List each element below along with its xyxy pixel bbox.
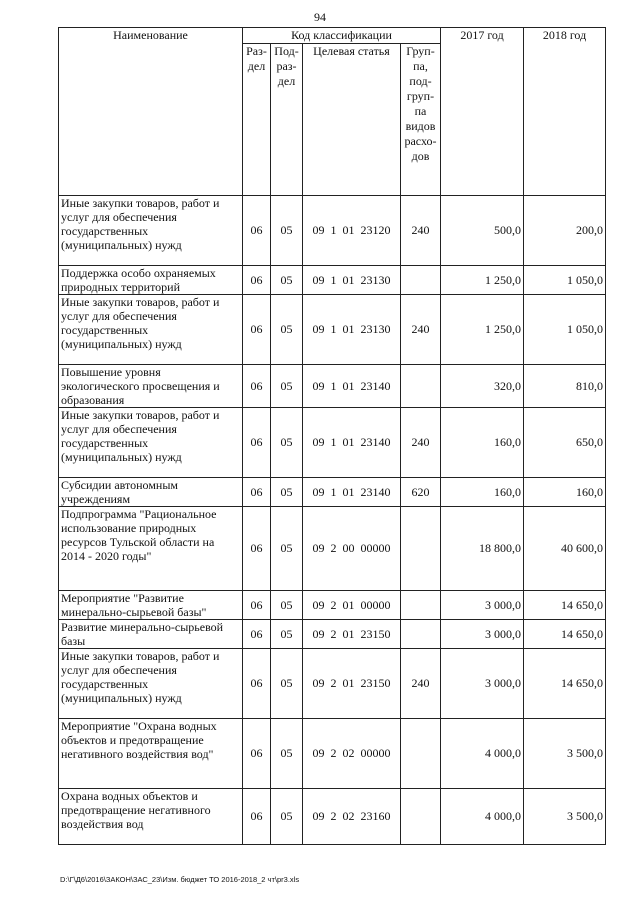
row-group [401, 719, 441, 789]
target-event: 01 [342, 272, 355, 287]
table-row [59, 478, 606, 507]
row-2018: 3 500,0 [524, 719, 606, 789]
row-section: 06 [243, 507, 271, 591]
row-name: Поддержка особо охраняемых природных территорий [59, 266, 243, 295]
row-name: Иные закупки товаров, работ и услуг для обеспечения государственных (муниципальных) нужд [59, 408, 243, 478]
target-direction: 23140 [360, 435, 391, 449]
target-event: 01 [342, 223, 355, 237]
header-subsection: Под- раз- дел [271, 44, 303, 196]
row-subsection: 05 [271, 620, 303, 649]
target-program: 09 [312, 541, 325, 555]
target-program: 09 [312, 484, 325, 499]
target-subprogram: 1 [330, 223, 337, 237]
row-2018: 1 050,0 [524, 295, 606, 365]
row-name: Мероприятие "Охрана водных объектов и предотвращение негативного воздействия вод" [59, 719, 243, 789]
row-section: 06 [243, 196, 271, 266]
row-2018: 14 650,0 [524, 649, 606, 719]
row-2018: 3 500,0 [524, 789, 606, 845]
row-name: Повышение уровня экологического просвещения и образования [59, 365, 243, 408]
target-subprogram: 1 [330, 484, 337, 499]
row-group [401, 266, 441, 295]
row-section: 06 [243, 295, 271, 365]
row-section: 06 [243, 591, 271, 620]
table-body [59, 196, 606, 845]
row-2018: 14 650,0 [524, 591, 606, 620]
target-subprogram: 2 [330, 746, 337, 760]
row-group [401, 365, 441, 408]
row-2017: 3 000,0 [441, 591, 524, 620]
row-subsection: 05 [271, 649, 303, 719]
target-program: 09 [312, 676, 325, 690]
target-subprogram: 2 [330, 541, 337, 555]
row-name: Субсидии автономным учреждениям [59, 478, 243, 507]
target-program: 09 [312, 597, 325, 612]
row-section: 06 [243, 789, 271, 845]
header-group: Груп- па, под- груп- па видов расхо- дов [401, 44, 441, 196]
row-2017: 1 250,0 [441, 295, 524, 365]
row-target [303, 408, 401, 478]
row-subsection: 05 [271, 507, 303, 591]
table-row [59, 719, 606, 789]
row-section: 06 [243, 719, 271, 789]
row-subsection: 05 [271, 365, 303, 408]
target-program: 09 [312, 272, 325, 287]
row-2018: 200,0 [524, 196, 606, 266]
header-classification: Код классификации [243, 28, 441, 44]
header-section: Раз- дел [243, 44, 271, 196]
target-program: 09 [312, 378, 325, 393]
row-subsection: 05 [271, 266, 303, 295]
row-2017: 500,0 [441, 196, 524, 266]
table-row [59, 620, 606, 649]
row-group: 240 [401, 649, 441, 719]
row-group: 620 [401, 478, 441, 507]
row-section: 06 [243, 649, 271, 719]
row-section: 06 [243, 408, 271, 478]
row-name: Подпрограмма "Рациональное использование природных ресурсов Тульской области на 2014 - 2020 годы" [59, 507, 243, 591]
target-event: 02 [342, 809, 355, 823]
target-event: 01 [342, 597, 355, 612]
target-direction: 23140 [360, 484, 391, 499]
row-2018: 810,0 [524, 365, 606, 408]
target-program: 09 [312, 746, 325, 760]
row-2017: 18 800,0 [441, 507, 524, 591]
target-program: 09 [312, 322, 325, 336]
row-2017: 3 000,0 [441, 620, 524, 649]
row-name: Иные закупки товаров, работ и услуг для обеспечения государственных (муниципальных) нужд [59, 196, 243, 266]
row-subsection: 05 [271, 591, 303, 620]
header-target: Целевая статья [303, 44, 401, 196]
row-name: Иные закупки товаров, работ и услуг для обеспечения государственных (муниципальных) нужд [59, 295, 243, 365]
target-direction: 00000 [360, 746, 391, 760]
row-target [303, 789, 401, 845]
row-2018: 40 600,0 [524, 507, 606, 591]
target-program: 09 [312, 626, 325, 641]
row-target [303, 196, 401, 266]
target-event: 01 [342, 322, 355, 336]
target-event: 01 [342, 435, 355, 449]
row-2017: 3 000,0 [441, 649, 524, 719]
target-direction: 00000 [360, 597, 391, 612]
table-row [59, 507, 606, 591]
row-subsection: 05 [271, 789, 303, 845]
table-row [59, 196, 606, 266]
row-2018: 650,0 [524, 408, 606, 478]
target-subprogram: 2 [330, 626, 337, 641]
target-subprogram: 1 [330, 272, 337, 287]
target-direction: 23120 [360, 223, 391, 237]
row-name: Мероприятие "Развитие минерально-сырьевой базы" [59, 591, 243, 620]
table-row [59, 591, 606, 620]
table-row [59, 649, 606, 719]
row-target [303, 365, 401, 408]
row-2018: 160,0 [524, 478, 606, 507]
target-event: 01 [342, 378, 355, 393]
target-event: 01 [342, 626, 355, 641]
target-subprogram: 1 [330, 378, 337, 393]
table-row [59, 295, 606, 365]
row-2017: 1 250,0 [441, 266, 524, 295]
table-row [59, 789, 606, 845]
target-event: 00 [342, 541, 355, 555]
target-program: 09 [312, 435, 325, 449]
row-target [303, 719, 401, 789]
row-name: Иные закупки товаров, работ и услуг для обеспечения государственных (муниципальных) нужд [59, 649, 243, 719]
target-subprogram: 2 [330, 597, 337, 612]
table-row [59, 266, 606, 295]
row-subsection: 05 [271, 478, 303, 507]
header-2017: 2017 год [441, 28, 524, 196]
target-direction: 23140 [360, 378, 391, 393]
row-subsection: 05 [271, 408, 303, 478]
row-2017: 4 000,0 [441, 789, 524, 845]
row-name: Развитие минерально-сырьевой базы [59, 620, 243, 649]
row-2017: 320,0 [441, 365, 524, 408]
target-direction: 23130 [360, 322, 391, 336]
row-group [401, 789, 441, 845]
table-row [59, 408, 606, 478]
row-name: Охрана водных объектов и предотвращение негативного воздействия вод [59, 789, 243, 845]
row-2018: 14 650,0 [524, 620, 606, 649]
target-program: 09 [312, 809, 325, 823]
row-2017: 160,0 [441, 478, 524, 507]
target-subprogram: 2 [330, 809, 337, 823]
row-section: 06 [243, 266, 271, 295]
row-target [303, 591, 401, 620]
table-row [59, 365, 606, 408]
row-target [303, 478, 401, 507]
row-group: 240 [401, 408, 441, 478]
header-name: Наименование [59, 28, 243, 196]
row-target [303, 649, 401, 719]
target-subprogram: 2 [330, 676, 337, 690]
row-target [303, 295, 401, 365]
row-group: 240 [401, 196, 441, 266]
row-target [303, 507, 401, 591]
row-2017: 160,0 [441, 408, 524, 478]
target-event: 02 [342, 746, 355, 760]
row-group: 240 [401, 295, 441, 365]
row-subsection: 05 [271, 196, 303, 266]
target-direction: 23150 [360, 626, 391, 641]
file-path-footer: D:\Г\Д6\2016\ЗАКОН\ЗАС_23\Изм. бюджет ТО 2016-2018_2 чт\pr3.xls [60, 875, 300, 884]
budget-table [58, 27, 606, 845]
target-program: 09 [312, 223, 325, 237]
row-target [303, 266, 401, 295]
target-event: 01 [342, 676, 355, 690]
row-subsection: 05 [271, 295, 303, 365]
row-subsection: 05 [271, 719, 303, 789]
row-target [303, 620, 401, 649]
target-direction: 23130 [360, 272, 391, 287]
target-direction: 23160 [360, 809, 391, 823]
row-section: 06 [243, 478, 271, 507]
row-2017: 4 000,0 [441, 719, 524, 789]
row-section: 06 [243, 365, 271, 408]
target-direction: 00000 [360, 541, 391, 555]
target-direction: 23150 [360, 676, 391, 690]
row-group [401, 507, 441, 591]
table-header [59, 28, 606, 196]
row-2018: 1 050,0 [524, 266, 606, 295]
row-group [401, 591, 441, 620]
target-event: 01 [342, 484, 355, 499]
header-2018: 2018 год [524, 28, 606, 196]
target-subprogram: 1 [330, 322, 337, 336]
row-section: 06 [243, 620, 271, 649]
target-subprogram: 1 [330, 435, 337, 449]
row-group [401, 620, 441, 649]
page-number: 94 [314, 10, 326, 24]
